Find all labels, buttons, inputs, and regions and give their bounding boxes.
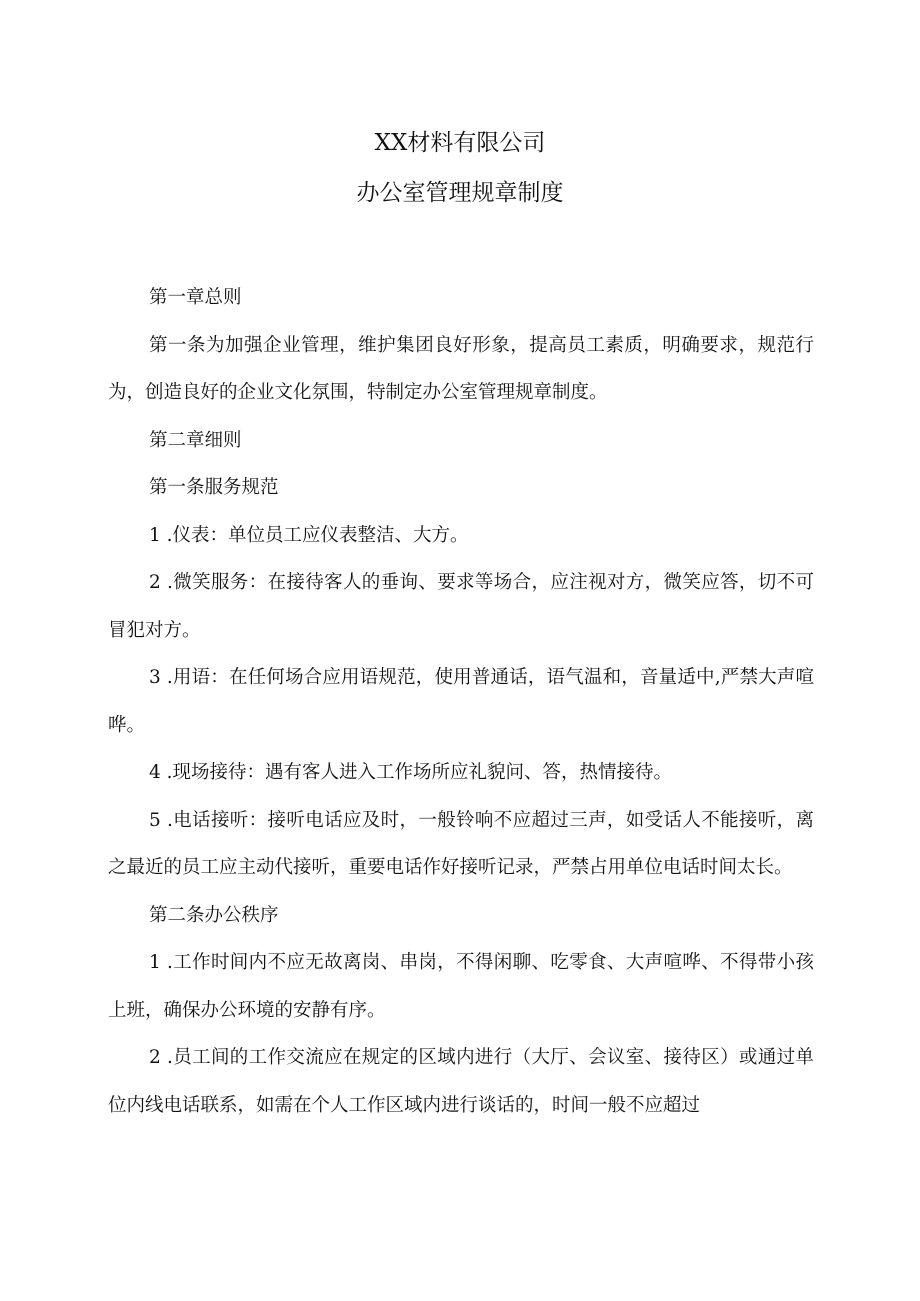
document-body bbox=[108, 274, 814, 1129]
paragraph-purpose: 第一条为加强企业管理，维护集团良好形象，提高员工素质，明确要求，规范行为，创造良好的企业文化氛围，特制定办公室管理规章制度。 bbox=[108, 334, 814, 403]
company-title: XX材料有限公司 bbox=[374, 130, 546, 156]
list-item: 2 .微笑服务：在接待客人的垂询、要求等场合，应注视对方，微笑应答，切不可冒犯对方。 bbox=[108, 572, 814, 641]
list-item: 1 .工作时间内不应无故离岗、串岗，不得闲聊、吃零食、大声喧哗、不得带小孩上班，确保办公环境的安静有序。 bbox=[108, 952, 814, 1021]
article-heading-order: 第二条办公秩序 bbox=[149, 904, 279, 926]
list-item: 4 .现场接待：遇有客人进入工作场所应礼貌问、答，热情接待。 bbox=[149, 762, 673, 783]
list-item: 2 .员工间的工作交流应在规定的区域内进行（大厅、会议室、接待区）或通过单位内线电话联系，如需在个人工作区域内进行谈话的，时间一般不应超过 bbox=[108, 1047, 814, 1116]
article-heading-service: 第一条服务规范 bbox=[149, 477, 279, 498]
list-item: 5 .电话接听：接听电话应及时，一般铃响不应超过三声，如受话人不能接听，离之最近的员工应主动代接听，重要电话作好接听记录，严禁占用单位电话时间太长。 bbox=[108, 809, 814, 878]
chapter-heading-1: 第一章总则 bbox=[149, 287, 242, 308]
list-item: 3 .用语：在任何场合应用语规范，使用普通话，语气温和，音量适中,严禁大声喧哗。 bbox=[108, 667, 814, 736]
list-item: 1 .仪表：单位员工应仪表整洁、大方。 bbox=[149, 524, 469, 546]
chapter-heading-2: 第二章细则 bbox=[149, 429, 242, 451]
document-title: 办公室管理规章制度 bbox=[356, 180, 564, 206]
